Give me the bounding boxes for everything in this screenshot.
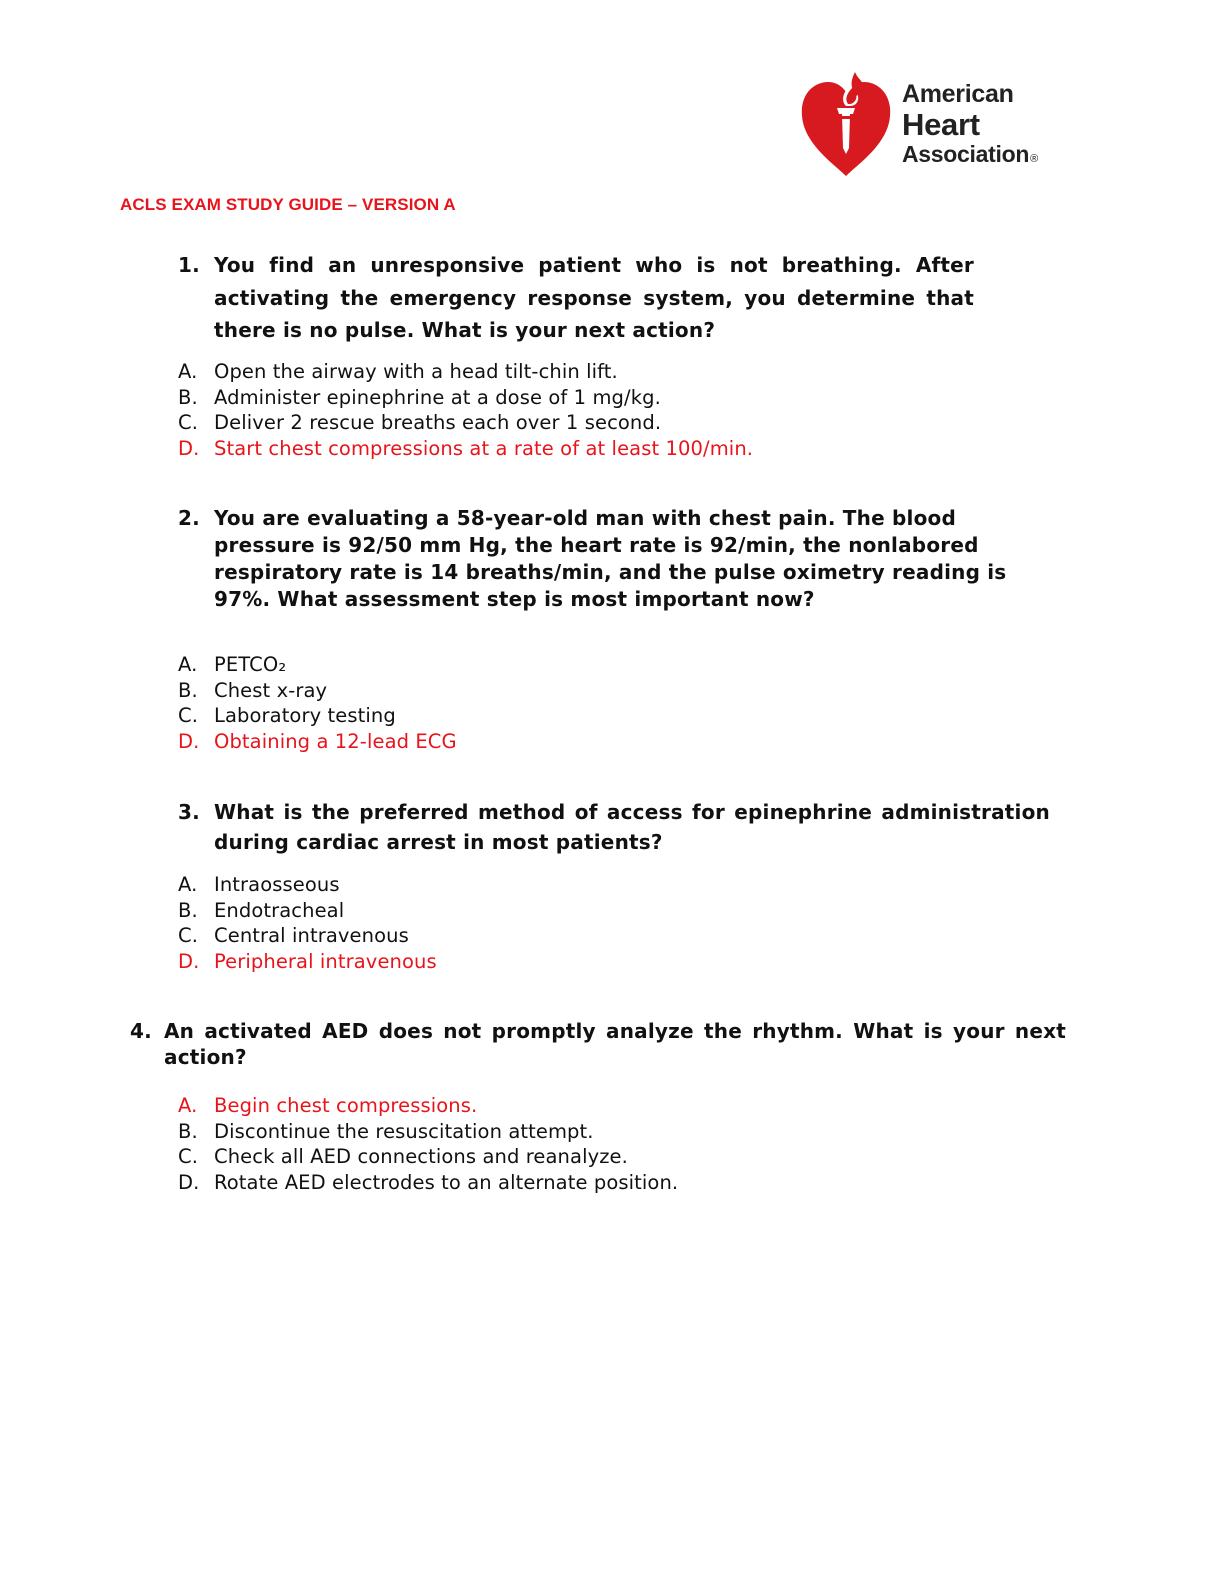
option[interactable]: [178, 872, 437, 898]
option-text: Administer epinephrine at a dose of 1 mg/kg.: [214, 385, 661, 409]
option-text: Deliver 2 rescue breaths each over 1 second.: [214, 411, 662, 434]
question-number: 4.: [130, 1019, 152, 1043]
option-letter: B.: [178, 385, 198, 409]
question-2: [178, 505, 1028, 613]
option-letter: B.: [178, 678, 198, 702]
option[interactable]: [178, 898, 437, 924]
option-correct[interactable]: [178, 729, 457, 755]
option[interactable]: [178, 1119, 678, 1145]
option[interactable]: [178, 923, 437, 949]
option-text: Laboratory testing: [214, 704, 396, 727]
logo-line-association: Association: [902, 141, 1030, 167]
option-letter: C.: [178, 1145, 199, 1168]
option-text: Endotracheal: [214, 898, 345, 922]
question-3: [178, 797, 1058, 857]
question-text: An activated AED does not promptly analyze the rhythm. What is your next action?: [164, 1019, 1066, 1069]
option-letter: A.: [178, 873, 198, 896]
registered-mark: ®: [1030, 153, 1038, 165]
option-text: Central intravenous: [214, 924, 409, 947]
option-correct[interactable]: [178, 436, 753, 462]
option-text: Check all AED connections and reanalyze.: [214, 1145, 628, 1168]
option-text: Chest x-ray: [214, 678, 328, 702]
question-text: What is the preferred method of access for epinephrine administration during cardiac arrest in most patients?: [214, 800, 1050, 854]
answer-options-4: [178, 1093, 678, 1195]
option-correct[interactable]: [178, 1093, 678, 1119]
logo-line-american: American: [902, 80, 1014, 108]
option-letter: A.: [178, 360, 198, 383]
option[interactable]: [178, 385, 753, 411]
option-letter: D.: [178, 1170, 200, 1194]
answer-options-2: [178, 652, 457, 754]
aha-logo: [800, 68, 1080, 183]
option-text: Open the airway with a head tilt-chin lift.: [214, 360, 618, 383]
option-text: Intraosseous: [214, 873, 340, 896]
option-letter: D.: [178, 729, 200, 753]
option[interactable]: [178, 359, 753, 385]
answer-options-1: [178, 359, 753, 461]
option[interactable]: [178, 703, 457, 729]
option-correct[interactable]: [178, 949, 437, 975]
question-number: 2.: [178, 506, 200, 530]
question-number: 1.: [178, 253, 200, 277]
option[interactable]: [178, 1170, 678, 1196]
question-text: You find an unresponsive patient who is not breathing. After activating the emergency response system, you determine that there is no pulse. What is your next action?: [214, 253, 974, 342]
option-letter: C.: [178, 411, 199, 434]
option-text: Peripheral intravenous: [214, 949, 437, 973]
option-letter: B.: [178, 898, 198, 922]
option-letter: C.: [178, 704, 199, 727]
option-text: Obtaining a 12-lead ECG: [214, 729, 457, 753]
document-title: ACLS EXAM STUDY GUIDE – VERSION A: [120, 195, 456, 214]
option[interactable]: [178, 652, 457, 678]
question-1: [178, 249, 978, 347]
option-text: Start chest compressions at a rate of at least 100/min.: [214, 436, 754, 460]
option-letter: A.: [178, 653, 198, 676]
question-4: [130, 1018, 1070, 1070]
answer-options-3: [178, 872, 437, 974]
option-letter: B.: [178, 1119, 198, 1143]
heart-torch-icon: [800, 68, 892, 180]
option[interactable]: [178, 410, 753, 436]
question-text: You are evaluating a 58-year-old man with chest pain. The blood pressure is 92/50 mm Hg, the heart rate is 92/min, the nonlabored respiratory rate is 14 breaths/min, and the pulse oximetry reading is 97%. What assessment step is most important now?: [214, 506, 1007, 611]
option[interactable]: [178, 678, 457, 704]
option-letter: C.: [178, 924, 199, 947]
option-text: PETCO₂: [214, 653, 287, 676]
option-letter: D.: [178, 436, 200, 460]
option-text: Begin chest compressions.: [214, 1094, 478, 1117]
option-text: Discontinue the resuscitation attempt.: [214, 1119, 594, 1143]
option-letter: D.: [178, 949, 200, 973]
aha-wordmark: [902, 82, 1038, 166]
option[interactable]: [178, 1144, 678, 1170]
option-letter: A.: [178, 1094, 198, 1117]
option-text: Rotate AED electrodes to an alternate position.: [214, 1170, 679, 1194]
logo-line-heart: Heart: [902, 107, 980, 142]
question-number: 3.: [178, 800, 200, 824]
